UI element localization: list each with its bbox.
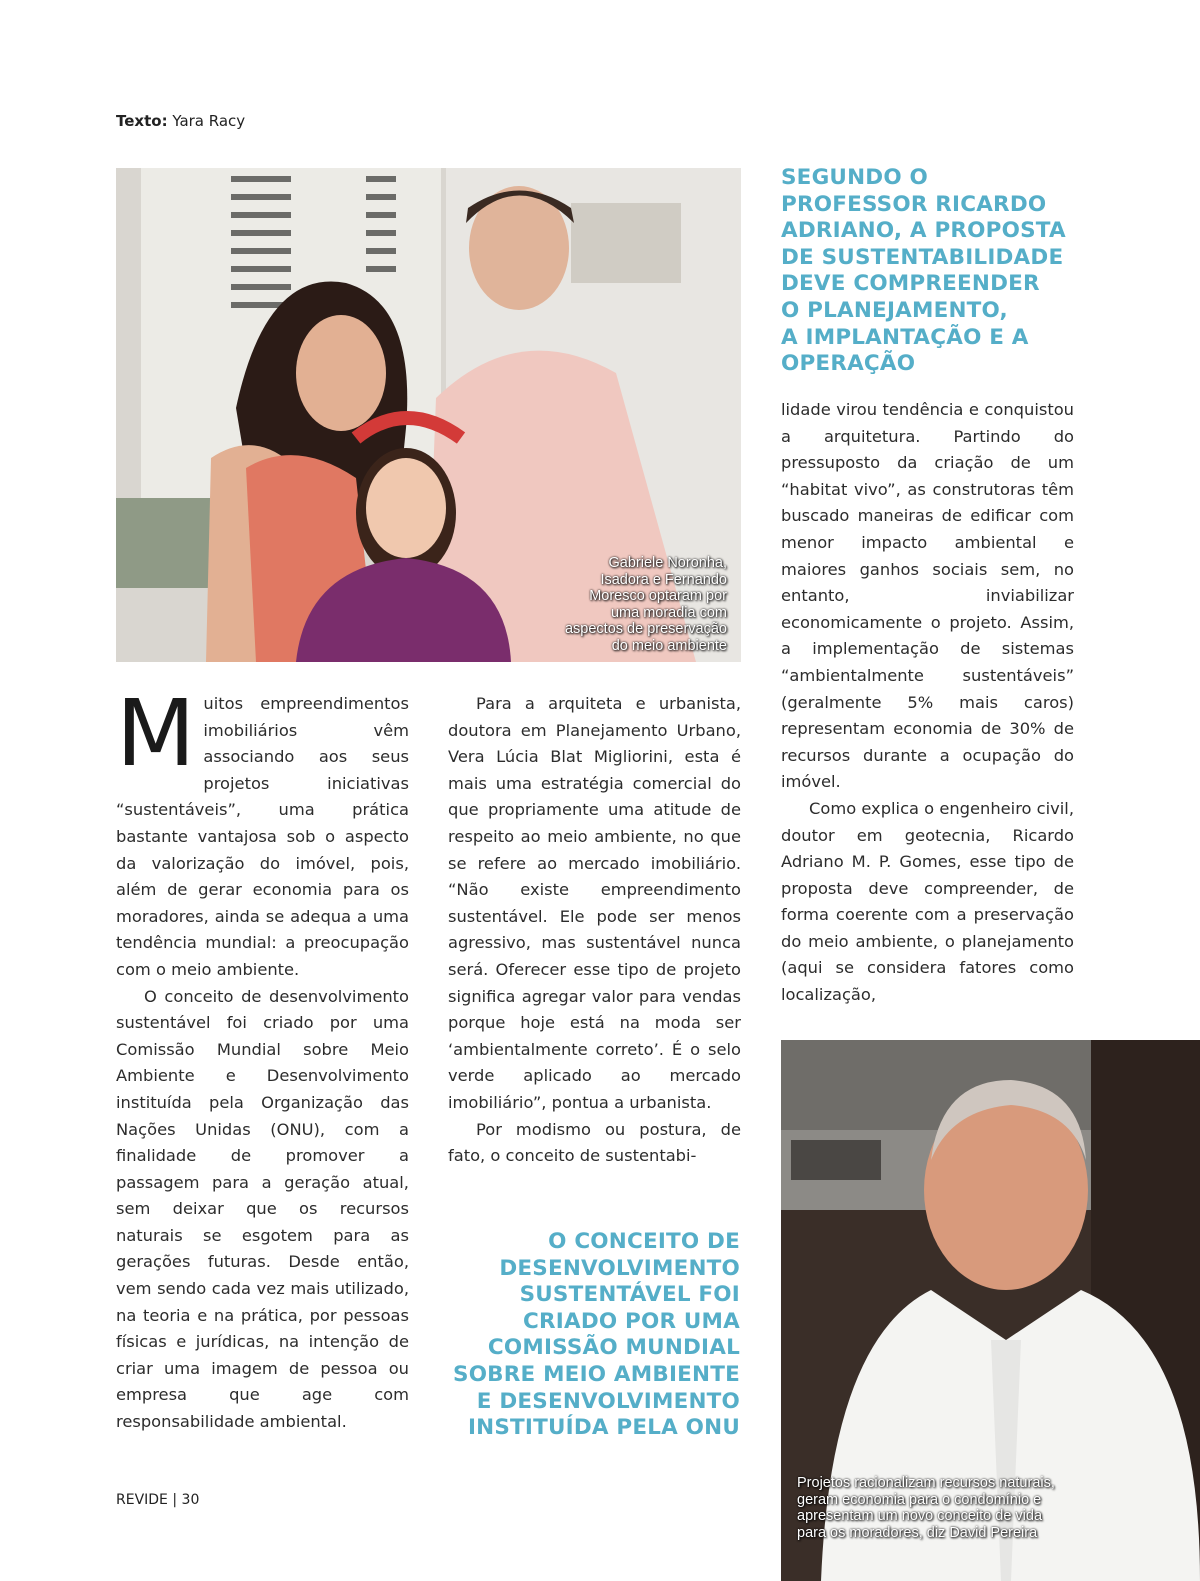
- caption-line: Projetos racionalizam recursos naturais,: [797, 1475, 1055, 1491]
- pullquote-line: DESENVOLVIMENTO: [499, 1255, 740, 1281]
- byline-author: Yara Racy: [172, 112, 246, 130]
- pullquote-professor: [781, 165, 1081, 378]
- family-photo-caption: [487, 555, 727, 654]
- page-number: 30: [181, 1492, 200, 1508]
- david-pereira-caption: [797, 1475, 1097, 1541]
- byline: [116, 112, 245, 130]
- pullquote-line: O CONCEITO DE: [548, 1229, 740, 1254]
- byline-label: Texto:: [116, 112, 168, 130]
- caption-line: geram economia para o condomínio e: [797, 1491, 1042, 1508]
- david-pereira-photo: [781, 1040, 1200, 1581]
- pullquote-line: INSTITUÍDA PELA ONU: [467, 1415, 740, 1441]
- caption-line: apresentam um novo conceito de vida: [797, 1508, 1043, 1524]
- pullquote-line: COMISSÃO MUNDIAL: [487, 1335, 740, 1361]
- pullquote-concept: [448, 1229, 740, 1442]
- pullquote-line: ADRIANO, A PROPOSTA: [781, 218, 1066, 244]
- article-paragraph: Por modismo ou postura, de fato, o conceito de sustentabi-: [448, 1119, 741, 1166]
- article-column-3: [781, 397, 1074, 1017]
- article-paragraph: Como explica o engenheiro civil, doutor em geotecnia, Ricardo Adriano M. P. Gomes, esse tipo de proposta deve compreender, de forma coerente com a preservação do meio ambiente, o planejamento (aqui se considera fatores como localização,: [781, 798, 1074, 1005]
- pullquote-line: PROFESSOR RICARDO: [781, 191, 1047, 217]
- caption-line: Isadora e Fernando: [600, 571, 727, 588]
- family-photo: [116, 168, 741, 662]
- caption-line: Moresco optaram por: [589, 588, 727, 604]
- pullquote-line: SOBRE MEIO AMBIENTE: [453, 1361, 740, 1387]
- article-paragraph: [116, 680, 409, 984]
- article-paragraph: lidade virou tendência e conquistou a arquitetura. Partindo do pressuposto da criação de um “habitat vivo”, as construtoras têm buscado maneiras de edificar com menor impacto ambiental e maiores ganhos sociais sem, no entanto, inviabilizar economicamente o projeto. Assim, a implementação de sistemas “ambientalmente sustentáveis” (geralmente 5% mais caros) representam economia de 30% de recursos durante a ocupação do imóvel.: [781, 400, 1074, 792]
- pullquote-line: O PLANEJAMENTO,: [781, 297, 1008, 323]
- pullquote-line: E DESENVOLVIMENTO: [476, 1388, 740, 1414]
- pullquote-line: DE SUSTENTABILIDADE: [781, 244, 1064, 270]
- drop-cap: M: [116, 680, 196, 787]
- caption-line: uma moradia com: [610, 604, 727, 621]
- article-paragraph: O conceito de desenvolvimento sustentável foi criado por uma Comissão Mundial sobre Meio Ambiente e Desenvolvimento instituída pela Organização das Nações Unidas (ONU), com a finalidade de promover a passagem para a geração atual, sem deixar que os recursos naturais se esgotem para as gerações futuras. Desde então, vem sendo cada vez mais utilizado, na teoria e na prática, por pessoas físicas e jurídicas, na intenção de criar uma imagem de pessoa ou empresa que age com responsabilidade ambiental.: [116, 986, 409, 1432]
- pullquote-line: CRIADO POR UMA: [523, 1308, 740, 1334]
- page-folio: [116, 1492, 199, 1508]
- caption-line: do meio ambiente: [611, 637, 727, 654]
- article-column-1: [116, 680, 409, 1451]
- pullquote-line: DEVE COMPREENDER: [781, 271, 1040, 297]
- paragraph-text: uitos empreendimentos imobiliários vêm associando aos seus projetos iniciativas “sustentáveis”, uma prática bastante vantajosa sob o aspecto da valorização do imóvel, pois, além de gerar economia para os moradores, ainda se adequa a uma tendência mundial: a preocupação com o meio ambiente.: [116, 694, 409, 979]
- pullquote-line: SEGUNDO O: [781, 165, 928, 190]
- publication-name: REVIDE: [116, 1492, 168, 1508]
- caption-line: aspectos de preservação: [564, 621, 727, 637]
- article-column-2: [448, 691, 741, 1201]
- caption-line: Gabriele Noronha,: [608, 555, 727, 571]
- pullquote-line: OPERAÇÃO: [781, 351, 916, 377]
- folio-separator: |: [172, 1492, 178, 1508]
- caption-line: para os moradores, diz David Pereira: [797, 1524, 1038, 1541]
- article-paragraph: Para a arquiteta e urbanista, doutora em Planejamento Urbano, Vera Lúcia Blat Migliorini, esta é mais uma estratégia comercial do que propriamente uma atitude de respeito ao meio ambiente, no que se refere ao mercado imobiliário. “Não existe empreendimento sustentável. Ele pode ser menos agressivo, mas sustentável nunca será. Oferecer esse tipo de projeto significa agregar valor para vendas porque hoje está na moda ser ‘ambientalmente correto’. É o selo verde aplicado ao mercado imobiliário”, pontua a urbanista.: [448, 694, 741, 1112]
- pullquote-line: SUSTENTÁVEL FOI: [519, 1282, 740, 1308]
- pullquote-line: A IMPLANTAÇÃO E A: [781, 324, 1029, 350]
